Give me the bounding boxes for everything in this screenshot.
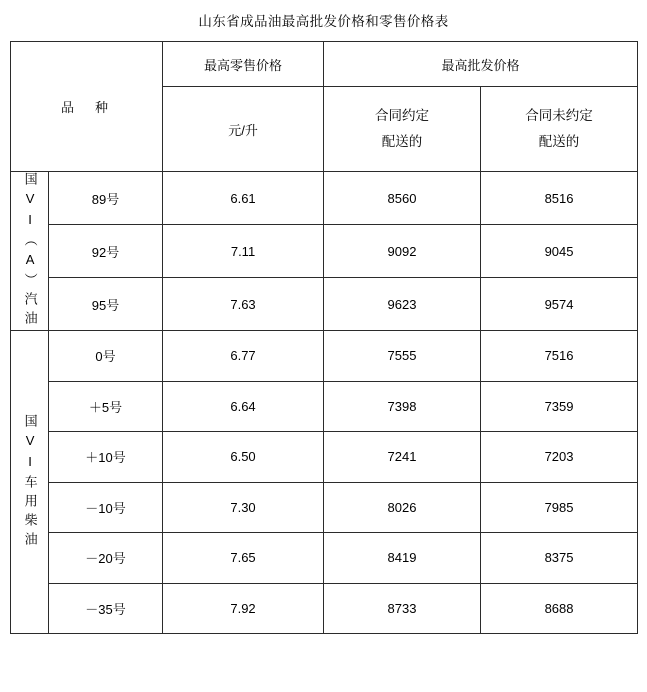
- row-retail: 7.63: [163, 278, 324, 331]
- header-wholesale-noncontract-line1: 合同未约定: [525, 107, 593, 123]
- row-retail: 6.64: [163, 381, 324, 432]
- row-name: －10号: [49, 482, 163, 533]
- row-wholesale-contract: 9092: [324, 225, 481, 278]
- row-wholesale-contract: 8419: [324, 533, 481, 584]
- header-wholesale-contract-line1: 合同约定: [375, 107, 430, 123]
- header-wholesale-contract-line2: 配送的: [381, 134, 423, 149]
- row-wholesale-contract: 7555: [324, 331, 481, 382]
- row-retail: 7.65: [163, 533, 324, 584]
- row-retail: 6.50: [163, 432, 324, 483]
- row-name: 89号: [49, 172, 163, 225]
- table-row: [11, 172, 638, 225]
- table-row: [11, 432, 638, 483]
- row-retail: 7.92: [163, 583, 324, 634]
- row-name: ＋10号: [49, 432, 163, 483]
- row-wholesale-noncontract: 7203: [481, 432, 638, 483]
- header-retail-unit: 元/升: [163, 87, 324, 172]
- table-row: [11, 583, 638, 634]
- row-wholesale-noncontract: 9045: [481, 225, 638, 278]
- price-table: [10, 41, 638, 634]
- row-wholesale-noncontract: 8375: [481, 533, 638, 584]
- row-wholesale-noncontract: 7516: [481, 331, 638, 382]
- table-row: [11, 482, 638, 533]
- row-name: －35号: [49, 583, 163, 634]
- group-label-diesel: 国VI车用柴油: [11, 331, 49, 634]
- row-name: 0号: [49, 331, 163, 382]
- row-wholesale-contract: 9623: [324, 278, 481, 331]
- row-retail: 6.77: [163, 331, 324, 382]
- row-wholesale-noncontract: 8516: [481, 172, 638, 225]
- row-wholesale-noncontract: 7359: [481, 381, 638, 432]
- header-wholesale-max: 最高批发价格: [324, 42, 638, 87]
- header-variety: 品 种: [11, 42, 163, 172]
- row-wholesale-contract: 8733: [324, 583, 481, 634]
- row-retail: 6.61: [163, 172, 324, 225]
- row-wholesale-contract: 7398: [324, 381, 481, 432]
- row-name: 95号: [49, 278, 163, 331]
- header-wholesale-noncontract-line2: 配送的: [538, 134, 580, 149]
- table-row: [11, 278, 638, 331]
- group-label-gasoline: 国VI（A）汽油: [11, 172, 49, 331]
- row-wholesale-contract: 7241: [324, 432, 481, 483]
- table-row: [11, 225, 638, 278]
- row-retail: 7.30: [163, 482, 324, 533]
- header-wholesale-noncontract: [481, 87, 638, 172]
- row-wholesale-contract: 8026: [324, 482, 481, 533]
- row-wholesale-contract: 8560: [324, 172, 481, 225]
- row-wholesale-noncontract: 8688: [481, 583, 638, 634]
- header-retail-max: 最高零售价格: [163, 42, 324, 87]
- row-retail: 7.11: [163, 225, 324, 278]
- row-wholesale-noncontract: 9574: [481, 278, 638, 331]
- row-name: 92号: [49, 225, 163, 278]
- header-wholesale-contract: [324, 87, 481, 172]
- table-row: [11, 533, 638, 584]
- table-row: [11, 381, 638, 432]
- table-row: [11, 331, 638, 382]
- row-name: ＋5号: [49, 381, 163, 432]
- page-title: 山东省成品油最高批发价格和零售价格表: [198, 14, 449, 29]
- table-header-row-1: [11, 42, 638, 87]
- row-wholesale-noncontract: 7985: [481, 482, 638, 533]
- row-name: －20号: [49, 533, 163, 584]
